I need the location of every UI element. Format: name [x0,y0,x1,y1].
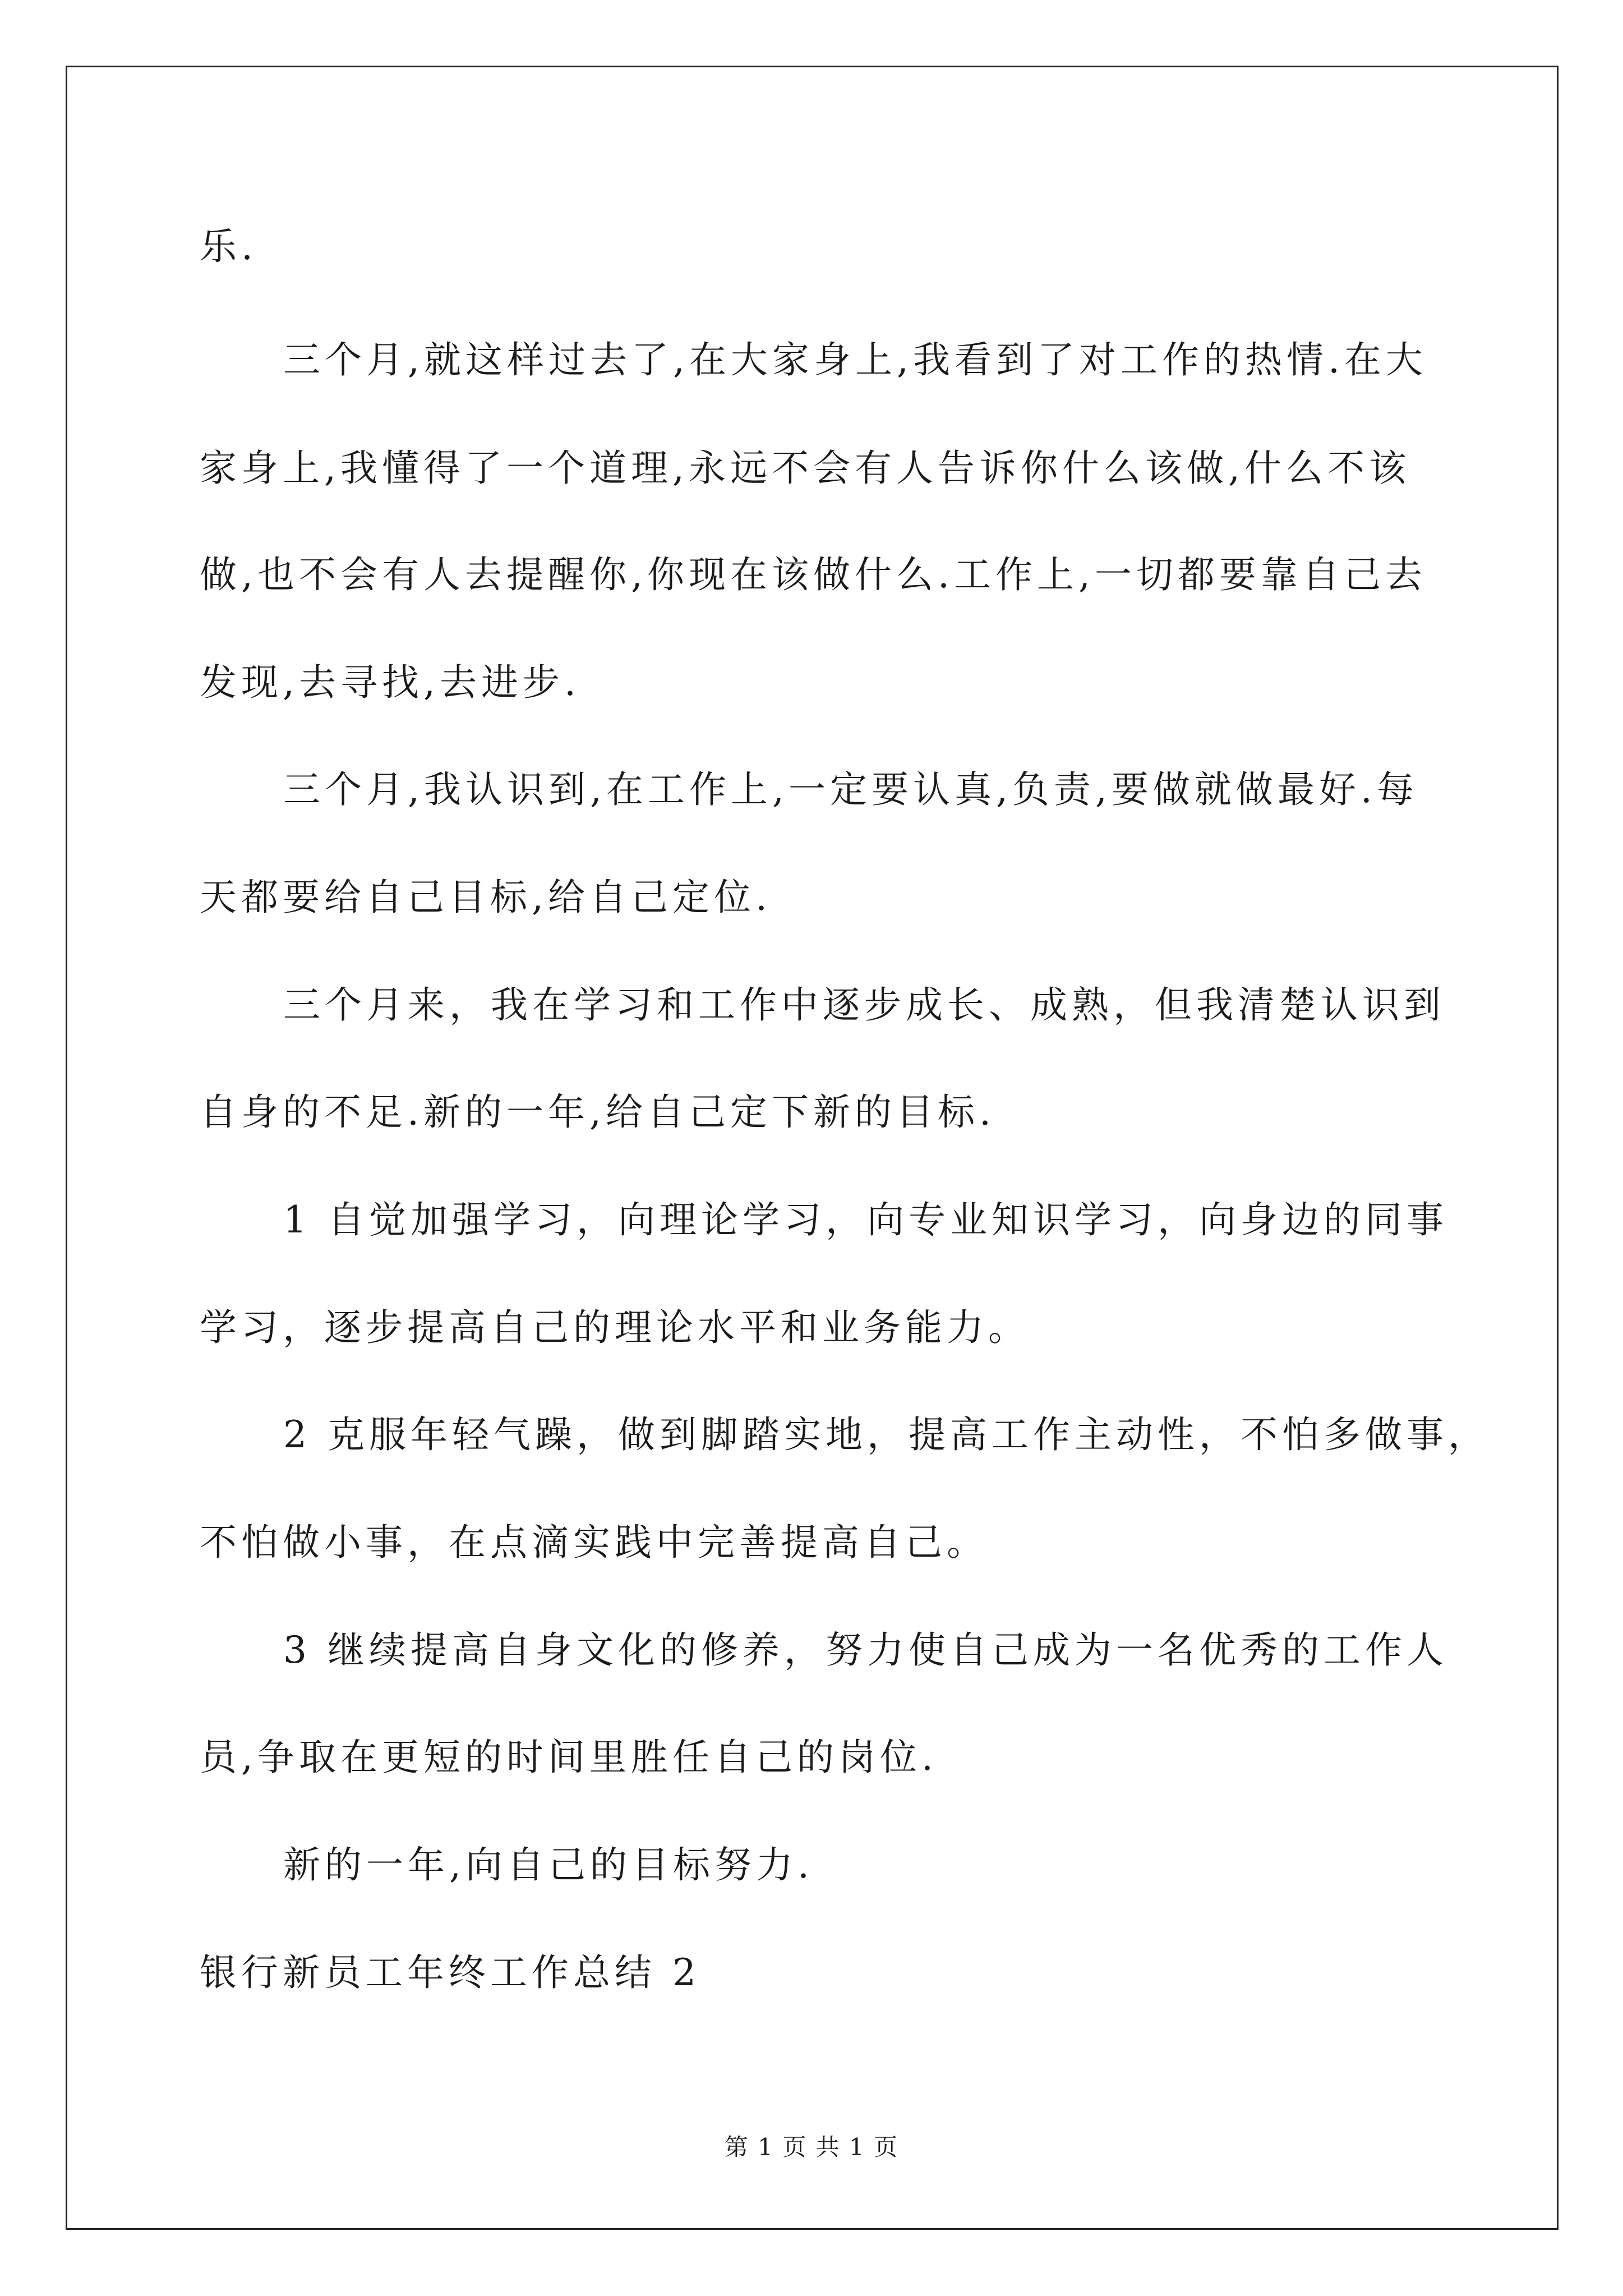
text-line: 学习，逐步提高自己的理论水平和业务能力。 [200,1306,1030,1349]
text-line: 2 克服年轻气躁，做到脚踏实地，提高工作主动性，不怕多做事， [283,1413,1490,1456]
text-line: 新的一年,向自己的目标努力. [283,1843,814,1887]
text-line: 三个月,就这样过去了,在大家身上,我看到了对工作的热情.在大 [283,338,1427,381]
text-line: 发现,去寻找,去进步. [200,661,580,704]
text-line: 三个月,我认识到,在工作上,一定要认真,负责,要做就做最好.每 [283,768,1418,811]
text-line: 做,也不会有人去提醒你,你现在该做什么.工作上,一切都要靠自己去 [200,553,1427,596]
text-line: 不怕做小事，在点滴实践中完善提高自己。 [200,1521,988,1564]
text-line: 自身的不足.新的一年,给自己定下新的目标. [200,1091,995,1134]
text-line: 1 自觉加强学习，向理论学习，向专业知识学习，向身边的同事 [283,1198,1448,1241]
section-heading: 银行新员工年终工作总结 2 [200,1951,700,1994]
text-line: 员,争取在更短的时间里胜任自己的岗位. [200,1736,938,1779]
text-line: 乐. [200,225,257,268]
text-line: 天都要给自己目标,给自己定位. [200,876,772,919]
text-line: 三个月来，我在学习和工作中逐步成长、成熟，但我清楚认识到 [283,983,1445,1027]
page-footer: 第 1 页 共 1 页 [724,2133,899,2161]
text-line: 家身上,我懂得了一个道理,永远不会有人告诉你什么该做,什么不该 [200,447,1410,490]
page-border [66,66,1559,2230]
text-line: 3 继续提高自身文化的修养，努力使自己成为一名优秀的工作人 [283,1628,1448,1672]
